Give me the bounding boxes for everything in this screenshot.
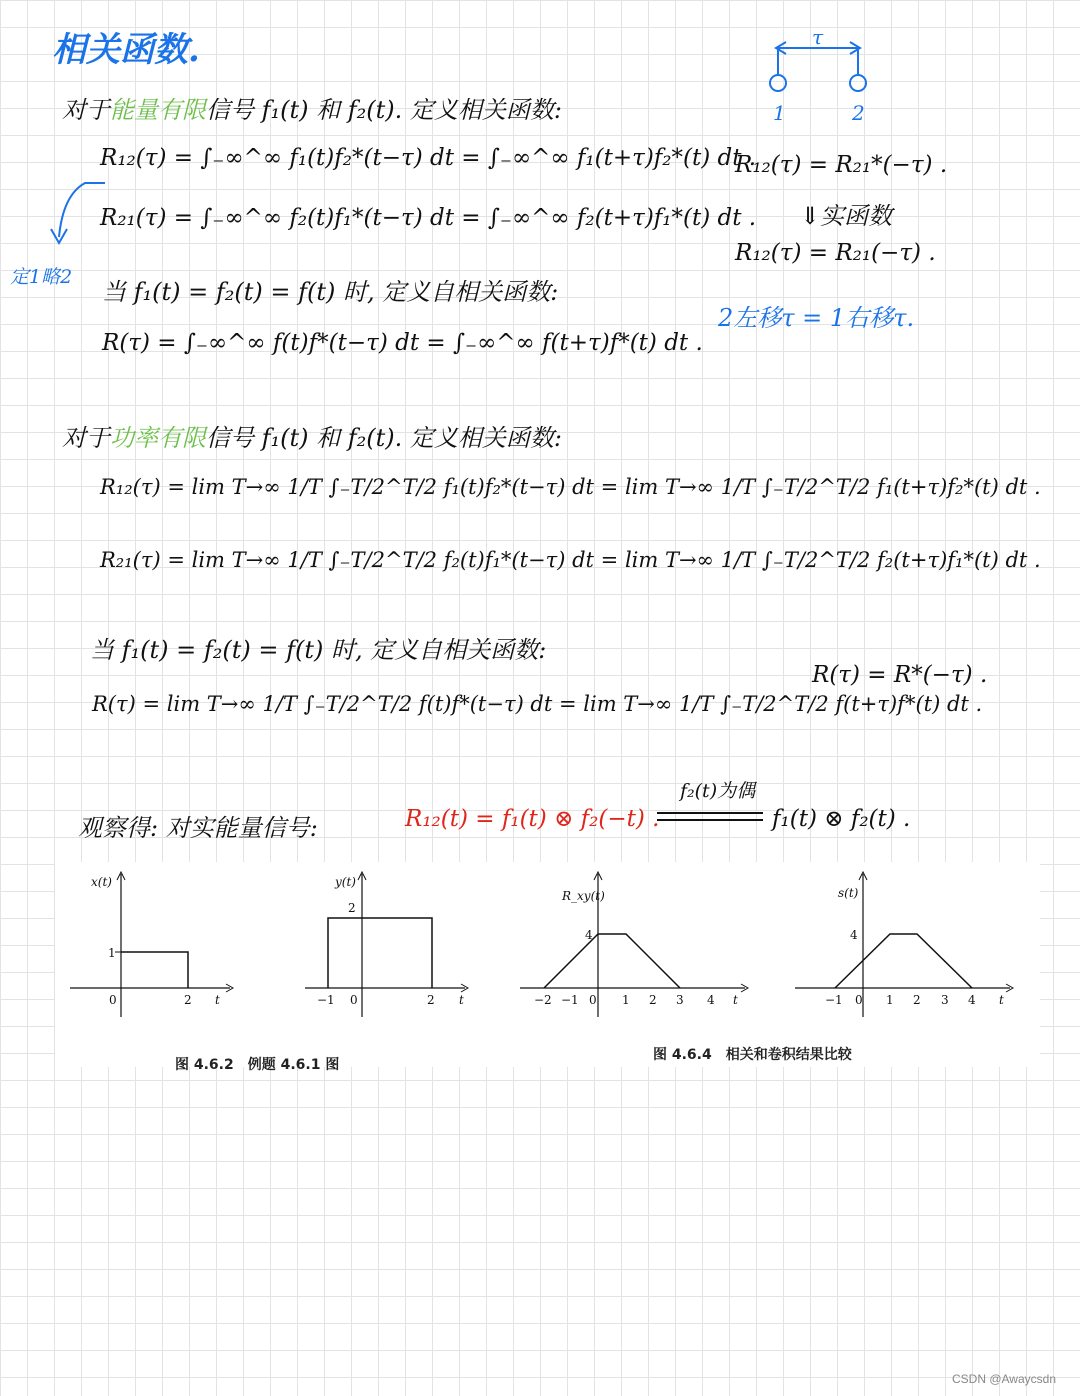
plot-s-xtick-2: 1 — [886, 993, 894, 1007]
power-r21-formula: R₂₁(τ) = lim T→∞ 1/T ∫₋T/2^T/2 f₂(t)f₁*(t−τ) dt = lim T→∞ 1/T ∫₋T/2^T/2 f₂(t+τ)f₁*(t) dt . — [100, 548, 1041, 572]
energy-r21-formula: R₂₁(τ) = ∫₋∞^∞ f₂(t)f₁*(t−τ) dt = ∫₋∞^∞ f₂(t+τ)f₁*(t) dt . — [100, 205, 757, 231]
plot-rxy-curve — [544, 934, 680, 988]
power-intro-post: 信号 f₁(t) 和 f₂(t). 定义相关函数: — [206, 424, 562, 452]
point-2-circle — [850, 75, 866, 91]
power-r12-formula: R₁₂(τ) = lim T→∞ 1/T ∫₋T/2^T/2 f₁(t)f₂*(t−τ) dt = lim T→∞ 1/T ∫₋T/2^T/2 f₁(t+τ)f₂*(t) dt . — [100, 475, 1041, 499]
plot-y-xtick-0: −1 — [317, 993, 335, 1007]
plot-rxy-ytick: 4 — [585, 928, 593, 942]
plot-s-xtick-0: −1 — [825, 993, 843, 1007]
plot-x-xlabel: t — [215, 993, 220, 1007]
figure-plots — [55, 862, 1040, 1067]
plot-s-xtick-4: 3 — [941, 993, 949, 1007]
plot-y-ytick: 2 — [348, 901, 356, 915]
plot-rxy-xtick-4: 2 — [649, 993, 657, 1007]
energy-highlight: 能量有限 — [110, 96, 206, 124]
plot-y — [305, 872, 468, 1017]
plot-rxy-ylabel: R_xy(t) — [562, 889, 605, 903]
plot-s-xtick-3: 2 — [913, 993, 921, 1007]
power-side-formula: R(τ) = R*(−τ) . — [812, 662, 988, 688]
plot-y-curve — [328, 918, 432, 988]
plot-y-xtick-1: 0 — [350, 993, 358, 1007]
plot-rxy-xlabel: t — [733, 993, 738, 1007]
plot-s-xlabel: t — [999, 993, 1004, 1007]
figure-panel — [55, 862, 1040, 1073]
energy-intro-post: 信号 f₁(t) 和 f₂(t). 定义相关函数: — [206, 96, 562, 124]
plot-y-ylabel: y(t) — [335, 875, 356, 889]
plot-x-curve — [121, 952, 188, 988]
energy-intro — [62, 90, 562, 125]
plot-x-xtick-1: 2 — [184, 993, 192, 1007]
plot-y-xlabel: t — [459, 993, 464, 1007]
power-intro — [62, 418, 562, 453]
plot-x-ytick: 1 — [108, 946, 116, 960]
point-1-label: 1 — [773, 101, 786, 125]
plot-s-ytick: 4 — [850, 928, 858, 942]
plot-s — [795, 872, 1013, 1017]
plot-rxy-xtick-3: 1 — [622, 993, 630, 1007]
shift-note: 2左移τ = 1右移τ. — [718, 304, 915, 332]
point-2-label: 2 — [852, 101, 865, 125]
point-1-circle — [770, 75, 786, 91]
plot-s-xtick-1: 0 — [855, 993, 863, 1007]
figure-caption-left: 图 4.6.2 例题 4.6.1 图 — [175, 1057, 340, 1073]
observe-red-formula: R₁₂(t) = f₁(t) ⊗ f₂(−t) . — [405, 806, 660, 832]
power-highlight: 功率有限 — [110, 424, 206, 452]
plot-rxy-xtick-6: 4 — [707, 993, 715, 1007]
observe-label: 观察得: 对实能量信号: — [78, 814, 318, 842]
rel-conj-formula: R₁₂(τ) = R₂₁*(−τ) . — [735, 152, 948, 178]
plot-x — [70, 872, 233, 1017]
rel-real-formula: R₁₂(τ) = R₂₁(−τ) . — [735, 240, 936, 266]
observe-result: f₁(t) ⊗ f₂(t) . — [772, 806, 911, 832]
energy-auto-formula: R(τ) = ∫₋∞^∞ f(t)f*(t−τ) dt = ∫₋∞^∞ f(t+τ)f*(t) dt . — [102, 330, 703, 356]
plot-y-xtick-2: 2 — [427, 993, 435, 1007]
tau-shift-diagram — [760, 28, 880, 128]
plot-rxy — [520, 872, 748, 1017]
power-auto-intro: 当 f₁(t) = f₂(t) = f(t) 时, 定义自相关函数: — [90, 636, 547, 664]
equals-bar — [655, 808, 767, 828]
plot-rxy-xtick-5: 3 — [676, 993, 684, 1007]
energy-intro-pre: 对于 — [62, 96, 110, 124]
figure-caption-right: 图 4.6.4 相关和卷积结果比较 — [653, 1047, 852, 1063]
page-title: 相关函数. — [52, 30, 200, 70]
plot-s-curve — [835, 934, 972, 988]
watermark: CSDN @Awaycsdn — [952, 1372, 1056, 1386]
power-auto-formula: R(τ) = lim T→∞ 1/T ∫₋T/2^T/2 f(t)f*(t−τ) dt = lim T→∞ 1/T ∫₋T/2^T/2 f(t+τ)f*(t) dt . — [92, 692, 983, 716]
energy-r12-formula: R₁₂(τ) = ∫₋∞^∞ f₁(t)f₂*(t−τ) dt = ∫₋∞^∞ f₁(t+τ)f₂*(t) dt . — [100, 145, 757, 171]
plot-rxy-xtick-0: −2 — [534, 993, 552, 1007]
power-intro-pre: 对于 — [62, 424, 110, 452]
tau-label: τ — [812, 28, 824, 49]
observe-condition: f₂(t)为偶 — [680, 780, 756, 802]
plot-x-xtick-0: 0 — [109, 993, 117, 1007]
plot-s-ylabel: s(t) — [838, 886, 859, 900]
energy-side-note: 定1略2 — [10, 266, 73, 288]
real-function-note: ⇓实函数 — [800, 202, 893, 230]
energy-auto-intro: 当 f₁(t) = f₂(t) = f(t) 时, 定义自相关函数: — [102, 278, 559, 306]
plot-s-xtick-5: 4 — [968, 993, 976, 1007]
plot-x-ylabel: x(t) — [91, 875, 112, 889]
plot-rxy-xtick-1: −1 — [561, 993, 579, 1007]
plot-rxy-xtick-2: 0 — [589, 993, 597, 1007]
blue-curved-arrow — [45, 175, 115, 255]
